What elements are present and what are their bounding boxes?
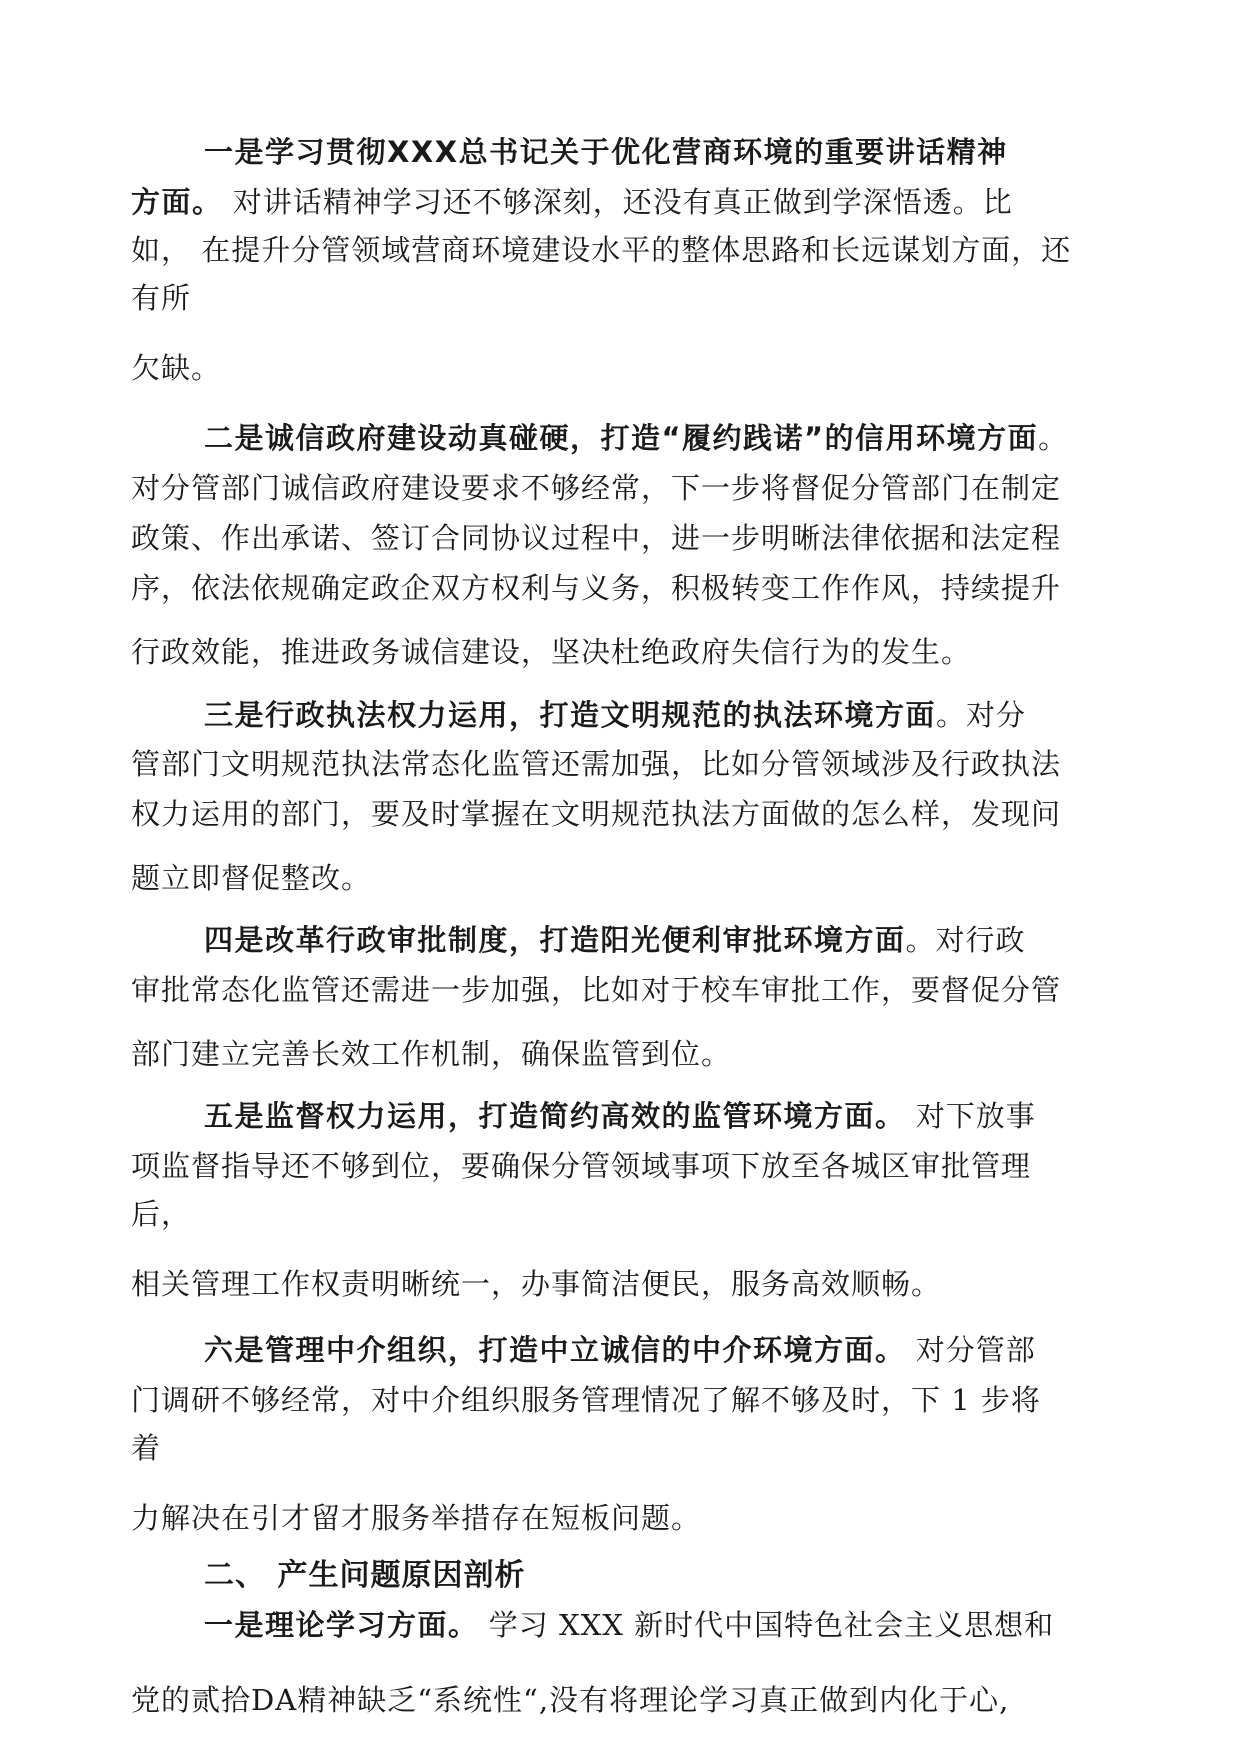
p5-line-3: 后， xyxy=(131,1197,192,1231)
p6-line-1 xyxy=(204,1328,1036,1369)
p1-line-3: 如， 在提升分管领域营商环境建设水平的整体思路和长远谋划方面，还 xyxy=(131,233,1072,267)
p5-line-1-bold: 五是监督权力运用，打造简约高效的监管环境方面。 xyxy=(204,1099,906,1133)
p3-line-2: 管部门文明规范执法常态化监管还需加强，比如分管领域涉及行政执法 xyxy=(131,747,1062,781)
section-heading: 二、 产生问题原因剖析 xyxy=(204,1558,526,1593)
p6-line-1-bold: 六是管理中介组织，打造中立诚信的中介环境方面。 xyxy=(204,1333,906,1367)
p2-line-4: 序，依法依规确定政企双方权利与义务，积极转变工作作风，持续提升 xyxy=(131,571,1062,605)
p2-line-3: 政策、作出承诺、签订合同协议过程中，进一步明晰法律依据和法定程 xyxy=(131,521,1062,555)
p5-line-4: 相关管理工作权责明晰统一，办事简洁便民，服务高效顺畅。 xyxy=(131,1267,942,1301)
p4-line-1 xyxy=(204,918,1026,959)
p4-line-1-bold: 四是改革行政审批制度，打造阳光便利审批环境方面 xyxy=(204,923,906,957)
p3-line-1-rest: 。对分 xyxy=(936,698,1027,732)
p3-line-4: 题立即督促整改。 xyxy=(131,861,372,895)
p5-line-1 xyxy=(204,1094,1036,1135)
p2-line-5: 行政效能，推进政务诚信建设，坚决杜绝政府失信行为的发生。 xyxy=(131,635,972,669)
p1-line-2-rest: 对讲话精神学习还不够深刻，还没有真正做到学深悟透。比 xyxy=(222,185,1013,219)
p5-line-2: 项监督指导还不够到位，要确保分管领域事项下放至各城区审批管理 xyxy=(131,1149,1032,1183)
p6-line-4: 力解决在引才留才服务举措存在短板问题。 xyxy=(131,1501,702,1535)
p7-line-1-bold: 一是理论学习方面。 xyxy=(204,1608,479,1642)
p2-line-2: 对分管部门诚信政府建设要求不够经常，下一步将督促分管部门在制定 xyxy=(131,471,1062,505)
p7-line-1-rest: 学习 XXX 新时代中国特色社会主义思想和 xyxy=(478,1608,1055,1642)
p2-line-1-rest: 。 xyxy=(1038,421,1069,455)
p4-line-1-rest: 。对行政 xyxy=(905,923,1026,957)
p3-line-3: 权力运用的部门，要及时掌握在文明规范执法方面做的怎么样，发现问 xyxy=(131,797,1062,831)
p1-line-5: 欠缺。 xyxy=(131,351,222,385)
p7-line-1 xyxy=(204,1603,1054,1644)
p6-line-2: 门调研不够经常，对中介组织服务管理情况了解不够及时，下 1 步将 xyxy=(131,1383,1041,1417)
p1-line-2-bold: 方面。 xyxy=(131,185,223,219)
p5-line-1-rest: 对下放事 xyxy=(905,1099,1036,1133)
p1-line-1: 一是学习贯彻XXX总书记关于优化营商环境的重要讲话精神 xyxy=(204,135,1008,169)
p2-line-1 xyxy=(204,416,1068,457)
p3-line-1 xyxy=(204,693,1026,734)
p3-line-1-bold: 三是行政执法权力运用，打造文明规范的执法环境方面 xyxy=(204,698,937,732)
p1-line-4: 有所 xyxy=(131,281,192,315)
p6-line-1-rest: 对分管部 xyxy=(905,1333,1036,1367)
p6-line-3: 着 xyxy=(131,1431,162,1465)
p4-line-3: 部门建立完善长效工作机制，确保监管到位。 xyxy=(131,1037,732,1071)
p1-line-2 xyxy=(131,180,1013,221)
p2-line-1-bold: 二是诚信政府建设动真碰硬，打造“履约践诺”的信用环境方面 xyxy=(204,421,1039,455)
p7-line-2: 党的贰拾DA精神缺乏“系统性“,没有将理论学习真正做到内化于心, xyxy=(131,1683,1010,1717)
p4-line-2: 审批常态化监管还需进一步加强，比如对于校车审批工作，要督促分管 xyxy=(131,973,1062,1007)
